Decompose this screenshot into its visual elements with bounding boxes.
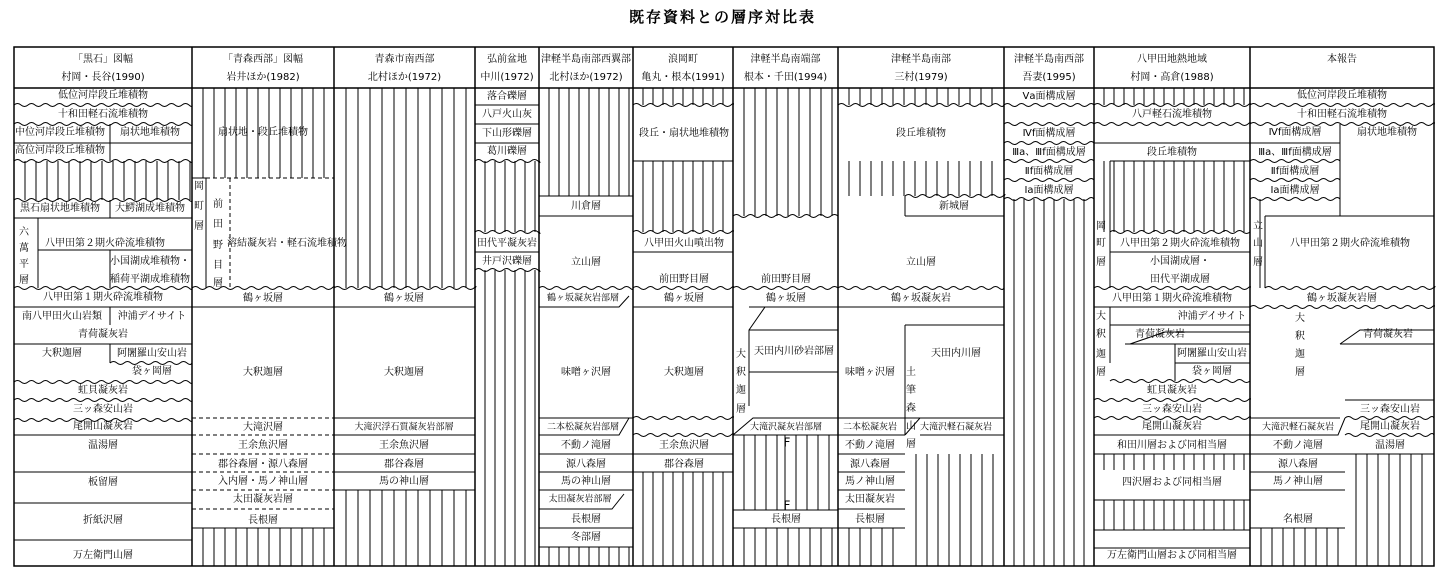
unit-label: Ⅲa、Ⅲf面構成層 (1258, 147, 1332, 158)
unit-label: 青荷凝灰岩 (1363, 329, 1413, 340)
unit-label: 前田野目層 (659, 274, 709, 285)
unit-label: 長根層 (248, 515, 278, 526)
hatch-area (485, 270, 535, 566)
unconformity-line (1250, 198, 1340, 201)
column-source: 亀丸・根本(1991) (641, 72, 725, 83)
unconformity-line (838, 104, 1004, 107)
unit-label: 冬部層 (571, 532, 601, 543)
unit-label: 郡谷森層・源八森層 (218, 459, 308, 470)
hatch-area (643, 472, 723, 566)
hatch-area (549, 88, 629, 196)
unit-label: Ⅱf面構成層 (1270, 166, 1320, 177)
unit-label: Ⅰa面構成層 (1024, 185, 1074, 196)
unit-label: 層 (213, 278, 223, 289)
unit-label: 王余魚沢層 (238, 440, 288, 451)
unit-label: 鶴ヶ坂層 (664, 293, 704, 304)
unit-label: 扇状地・段丘堆積物 (218, 127, 308, 138)
unit-label: 岡 (194, 181, 204, 192)
hatch-area (643, 88, 723, 105)
hatch-area (849, 88, 992, 105)
unit-label: 釈 (736, 367, 746, 378)
unit-label: 新城層 (939, 201, 969, 212)
unit-label: 平 (19, 259, 29, 270)
unit-label: 大 (736, 349, 746, 360)
unit-label: 不動ノ滝層 (1273, 440, 1323, 451)
unconformity-line (1094, 399, 1250, 402)
unconformity-line (334, 287, 476, 290)
hatch-area (796, 435, 829, 510)
unit-label: 鶴ヶ坂層 (766, 293, 806, 304)
unit-label: 低位河岸段丘堆積物 (58, 90, 148, 101)
unconformity-line (1004, 104, 1094, 107)
unit-label: 折紙沢層 (83, 515, 123, 526)
unit-label: 野 (213, 240, 223, 251)
unit-label: 大釈迦層 (243, 367, 283, 378)
unit-label: 青荷凝灰岩 (78, 329, 128, 340)
unit-label: 筆 (906, 385, 916, 396)
hatch-area (1104, 88, 1244, 105)
unit-label: 王余魚沢層 (659, 440, 709, 451)
unit-label: 阿闍羅山安山岩 (1177, 348, 1247, 359)
unit-label: Ⅳf面構成層 (1268, 127, 1322, 138)
unit-label: 層 (1096, 367, 1106, 378)
unit-label: 落合礫層 (487, 91, 527, 102)
unit-label: 尾開山凝灰岩 (1360, 421, 1420, 432)
unconformity-line (1004, 142, 1094, 145)
unconformity-line (1250, 179, 1340, 182)
unconformity-line (633, 287, 733, 290)
unconformity-line (14, 399, 192, 402)
unit-label: 袋ヶ岡層 (1192, 366, 1232, 377)
unconformity-line (14, 199, 192, 202)
unit-label: 南八甲田火山岩類 (22, 311, 102, 322)
unit-label: 尾開山凝灰岩 (1142, 421, 1202, 432)
unit-label: 立山層 (906, 257, 936, 268)
unit-label: 前 (213, 199, 223, 210)
column-source: 北村ほか(1972) (367, 72, 442, 83)
column-source: 根本・千田(1994) (743, 72, 828, 83)
unit-label: 町 (194, 201, 204, 212)
unconformity-line (1004, 123, 1094, 126)
unit-label: 二本松凝灰岩 (842, 422, 898, 433)
hatch-area (203, 528, 324, 566)
hatch-area (549, 547, 629, 566)
unit-label: 迦 (1096, 349, 1106, 360)
unit-label: 層 (194, 221, 204, 232)
unit-label: 馬ノ神山層 (1273, 476, 1323, 487)
unconformity-line (633, 434, 733, 437)
unit-label: 名根層 (1283, 514, 1313, 525)
unit-label: 十和田軽石流堆積物 (58, 109, 148, 120)
unit-label: 青荷凝灰岩 (1135, 329, 1185, 340)
unit-label: 王余魚沢層 (379, 440, 429, 451)
unit-label: 扇状地堆積物 (120, 127, 180, 138)
unit-label: 層 (736, 404, 746, 415)
column-source: 岩井ほか(1982) (226, 72, 300, 83)
unconformity-line (14, 160, 192, 163)
unit-label: 源八森層 (566, 459, 606, 470)
unit-label: 八甲田第１期火砕流堆積物 (1112, 293, 1232, 304)
column-name: 「青森西部」図幅 (223, 54, 303, 65)
hatch-area (849, 161, 992, 196)
unit-label: 山 (1253, 238, 1263, 249)
hatch-area (346, 88, 466, 288)
unit-label: 層 (19, 275, 29, 286)
unit-label: 土 (906, 367, 916, 378)
unit-label: 袋ヶ岡層 (132, 366, 172, 377)
unit-label: 森 (906, 403, 916, 414)
unit-label: 沖浦デイサイト (1177, 311, 1247, 322)
unit-label: 温湯層 (88, 440, 118, 451)
unit-label: 小国湖成層・ (1150, 256, 1210, 267)
unit-label: 中位河岸段丘堆積物 (15, 127, 105, 138)
unit-label: 長根層 (571, 514, 601, 525)
unit-label: 和田川層および同相当層 (1117, 440, 1227, 451)
hatch-area (1014, 199, 1084, 566)
hatch-area (1104, 500, 1244, 530)
unit-label: 八甲田第１期火砕流堆積物 (43, 292, 163, 303)
unit-label: 大釈迦層 (664, 367, 704, 378)
unconformity-line (1004, 198, 1094, 201)
unconformity-line (1250, 306, 1434, 309)
unit-label: 太田凝灰岩部層 (548, 494, 612, 505)
unit-label: 虹貝凝灰岩 (78, 385, 128, 396)
unit-label: 郡谷森層 (384, 459, 424, 470)
hatch-area (1261, 528, 1338, 566)
column-source: 村岡・長谷(1990) (61, 72, 145, 83)
unit-label: 虹貝凝灰岩 (1147, 385, 1197, 396)
unconformity-line (539, 287, 633, 290)
unit-label: 四沢層および同相当層 (1122, 477, 1222, 488)
unit-label: 馬の神山層 (561, 476, 611, 487)
unconformity-line (1345, 434, 1434, 437)
column-source: 村岡・高倉(1988) (1130, 72, 1214, 83)
unit-label: 大 (1295, 313, 1305, 324)
column-name: 本報告 (1327, 54, 1357, 65)
unit-label: 鶴ヶ坂層 (384, 293, 424, 304)
unconformity-line (1094, 104, 1250, 107)
unit-label: 低位河岸段丘堆積物 (1297, 90, 1387, 101)
hatch-area (346, 490, 466, 566)
unconformity-line (733, 287, 838, 290)
unit-label: 温湯層 (1375, 440, 1405, 451)
unit-label: 長根層 (855, 514, 885, 525)
unit-label: 段丘・扇状地堆積物 (639, 128, 729, 139)
unit-label: 大滝沢凝灰岩部層 (749, 422, 823, 433)
unit-label: Ⅳf面構成層 (1022, 128, 1076, 139)
column-name: 浪岡町 (668, 54, 698, 65)
hatch-area (1356, 454, 1422, 566)
unit-label: 八戸軽石流堆積物 (1132, 109, 1212, 120)
unit-label: 郡谷森層 (664, 459, 704, 470)
unit-label: 立山層 (571, 257, 601, 268)
unit-label: 段丘堆積物 (1147, 147, 1197, 158)
unit-label: 不動ノ滝層 (845, 440, 895, 451)
unit-label: 三ッ森安山岩 (1360, 404, 1420, 415)
unit-label: 山 (906, 421, 916, 432)
unconformity-line (1094, 417, 1250, 420)
column-name: 津軽半島南端部 (750, 54, 821, 65)
unconformity-line (1110, 380, 1250, 383)
unit-label: 層 (1096, 257, 1106, 268)
unit-label: 大滝沢浮石質凝灰岩部層 (354, 422, 454, 433)
unit-label: 天田内川砂岩部層 (754, 346, 834, 357)
column-name: 「黒石」図幅 (73, 54, 133, 65)
unit-label: 前田野目層 (761, 274, 811, 285)
unit-label: 長根層 (771, 514, 801, 525)
unit-label: 層 (1295, 367, 1305, 378)
hatch-area (485, 161, 535, 232)
unit-label: 二本松凝灰岩部層 (546, 422, 620, 433)
unit-label: 八戸火山灰 (482, 109, 532, 120)
unit-label: 町 (1096, 238, 1106, 249)
unit-label: 大鰐湖成堆積物 (115, 203, 185, 214)
unconformity-line (905, 195, 1005, 198)
unit-label: 味噌ヶ沢層 (561, 367, 611, 378)
column-source: 三村(1979) (894, 72, 948, 83)
unit-label: 三ッ森安山岩 (1142, 404, 1202, 415)
unit-label: Ⅰa面構成層 (1270, 185, 1320, 196)
unit-label: 大釈迦層 (42, 348, 82, 359)
column-source: 北村ほか(1972) (549, 72, 623, 83)
unit-label: 扇状地堆積物 (1357, 127, 1417, 138)
column-name: 弘前盆地 (487, 54, 527, 65)
unconformity-line (1110, 231, 1250, 234)
unit-label: 層 (906, 439, 916, 450)
column-source: 中川(1972) (480, 72, 534, 83)
unit-label: 田代平凝灰岩 (477, 238, 537, 249)
hatch-area (744, 88, 832, 216)
unit-label: 小国湖成堆積物・ (110, 256, 190, 267)
unit-label: 太田凝灰岩 (845, 494, 895, 505)
unconformity-line (1004, 179, 1094, 182)
unit-label: 味噌ヶ沢層 (845, 367, 895, 378)
unconformity-line (14, 287, 192, 290)
unit-label: 馬の神山層 (379, 476, 429, 487)
unit-label: 六 (19, 227, 29, 238)
unit-label: 万左衛門山層および同相当層 (1107, 550, 1237, 561)
hatch-area (849, 528, 893, 566)
unit-label: 阿闍羅山安山岩 (117, 348, 187, 359)
unit-label: 万左衛門山層 (73, 550, 133, 561)
unit-label: 田代平湖成層 (1150, 274, 1210, 285)
unit-label: 源八森層 (850, 459, 890, 470)
unconformity-line (1094, 287, 1250, 290)
unconformity-line (1250, 104, 1434, 107)
unconformity-line (110, 362, 192, 365)
unit-label: 段丘堆積物 (896, 128, 946, 139)
column-source: 吾妻(1995) (1022, 72, 1076, 83)
unit-label: 層 (1253, 257, 1263, 268)
unit-label: 田 (213, 219, 223, 230)
unit-label: 葛川礫層 (487, 146, 527, 157)
unconformity-line (1094, 123, 1250, 126)
unit-label: 天田内川層 (931, 348, 981, 359)
unit-label: 迦 (1295, 349, 1305, 360)
unit-label: Ⅴa面構成層 (1022, 91, 1076, 102)
hatch-area (643, 161, 723, 232)
unit-label: 大滝沢層 (243, 422, 283, 433)
unit-label: 大滝沢軽石凝灰岩 (919, 422, 993, 433)
unconformity-line (1250, 160, 1340, 163)
unconformity-line (14, 123, 192, 126)
unit-label: 馬ノ神山層 (845, 476, 895, 487)
unit-label: 八甲田第２期火砕流堆積物 (45, 238, 165, 249)
unit-label: 大 (1096, 311, 1106, 322)
unconformity-line (14, 104, 192, 107)
column-name: 青森市南西部 (374, 54, 435, 65)
column-name: 津軽半島南部西翼部 (541, 54, 631, 65)
unit-label: F (783, 435, 791, 450)
unconformity-line (1250, 123, 1434, 126)
unit-label: 十和田軽石流堆積物 (1297, 109, 1387, 120)
unit-label: 板留層 (88, 477, 118, 488)
unit-label: 目 (213, 260, 223, 271)
hatch-area (744, 435, 777, 510)
column-name: 津軽半島南西部 (1014, 54, 1084, 65)
unit-label: 鶴ヶ坂層 (243, 293, 283, 304)
unit-label: 入内層・馬ノ神山層 (218, 476, 308, 487)
unconformity-line (1345, 417, 1434, 420)
unit-label: 八甲田火山噴出物 (644, 238, 724, 249)
unit-label: 黒石扇状地堆積物 (20, 203, 100, 214)
hatch-area (744, 528, 832, 566)
unit-label: 釈 (1096, 329, 1106, 340)
unit-label: F (783, 498, 791, 513)
unit-label: 稲荷平湖成堆積物 (110, 274, 190, 285)
unit-label: 八甲田第２期火砕流堆積物 (1290, 238, 1410, 249)
unit-label: 萬 (19, 243, 29, 254)
unit-label: 尾開山凝灰岩 (73, 421, 133, 432)
unit-label: Ⅱf面構成層 (1024, 166, 1074, 177)
unit-label: 太田凝灰岩層 (233, 494, 293, 505)
unconformity-line (1004, 160, 1094, 163)
unit-label: 大釈迦層 (384, 367, 424, 378)
unconformity-line (733, 215, 838, 218)
hatch-area (1104, 454, 1244, 470)
unit-label: Ⅲa、Ⅲf面構成層 (1012, 147, 1086, 158)
unit-label: 高位河岸段丘堆積物 (15, 145, 105, 156)
unit-label: 溶結凝灰岩・軽石流堆積物 (227, 238, 347, 249)
chart-title: 既存資料との層序対比表 (628, 8, 816, 26)
unit-label: 井戸沢礫層 (482, 256, 532, 267)
hatch-area (1104, 161, 1244, 232)
unit-label: 岡 (1096, 221, 1106, 232)
unit-label: 大滝沢軽石凝灰岩 (1261, 422, 1335, 433)
column-name: 津軽半島南部 (891, 54, 951, 65)
unit-label: 川倉層 (571, 201, 601, 212)
unit-label: 下山形礫層 (482, 128, 532, 139)
unit-label: 鶴ヶ坂凝灰岩 (891, 293, 951, 304)
unit-label: 八甲田第２期火砕流堆積物 (1120, 238, 1240, 249)
unit-label: 源八森層 (1278, 459, 1318, 470)
unit-label: 釈 (1295, 331, 1305, 342)
unit-label: 三ッ森安山岩 (73, 404, 133, 415)
column-name: 八甲田地熱地域 (1137, 54, 1207, 65)
unconformity-line (1265, 287, 1435, 290)
unit-label: 鶴ヶ坂凝灰岩層 (1307, 293, 1377, 304)
hatch-area (916, 454, 993, 566)
unit-label: 迦 (736, 385, 746, 396)
unit-label: 沖浦デイサイト (117, 311, 187, 322)
unit-label: 不動ノ滝層 (561, 440, 611, 451)
unconformity-line (838, 287, 1004, 290)
unconformity-line (633, 417, 733, 420)
unit-label: 鶴ヶ坂凝灰岩部層 (546, 293, 620, 304)
unit-label: 立 (1253, 221, 1263, 232)
unconformity-line (14, 381, 192, 384)
hatch-area (25, 161, 190, 200)
